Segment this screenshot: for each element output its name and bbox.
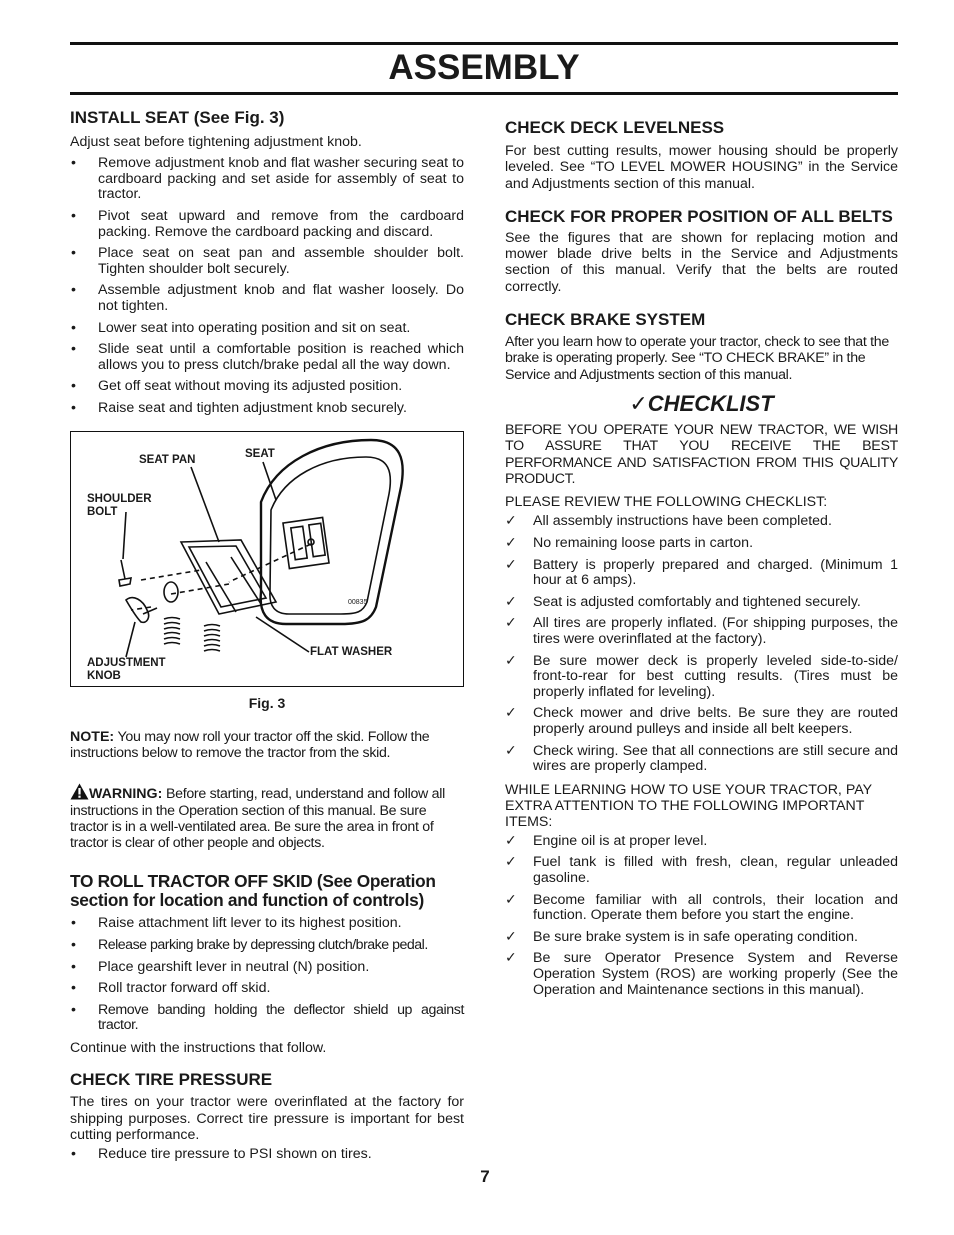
checklist-item: ✓ All assembly instructions have been completed. [505,513,832,530]
figure-3-box [70,431,464,687]
checklist-items [505,514,898,774]
seat-assembly-illustration [71,432,463,686]
belts-heading: CHECK FOR PROPER POSITION OF ALL BELTS [505,206,893,226]
title-underline [70,92,898,95]
checklist-item: ✓ Seat is adjusted comfortably and tightened securely. [505,593,861,610]
tire-pressure-text: The tires on your tractor were overinflated at the factory for shipping purposes. Correct tire pressure is important for best cutting performance. [70,1094,464,1143]
list-item: • Assemble adjustment knob and flat washer loosely. Do not tighten. [70,283,464,314]
checklist-item: ✓ No remaining loose parts in carton. [505,535,754,552]
page-number: 7 [480,1167,490,1186]
checklist-title-text: CHECKLIST [647,390,774,416]
checkmark-icon: ✓ [505,535,517,552]
list-item: • Release parking brake by depressing clutch/brake pedal. [70,938,464,954]
checkmark-icon: ✓ [505,593,517,610]
roll-off-steps [70,916,464,1034]
install-seat-intro: Adjust seat before tightening adjustment knob. [70,134,362,150]
checklist-item: ✓ Battery is properly prepared and charged. (Minimum 1 hour at 6 amps). [505,556,898,589]
list-item: • Slide seat until a comfortable position is reached which allows you to press clutch/brake pedal all the way down. [70,342,464,373]
checklist-item: ✓ Engine oil is at proper level. [505,832,708,849]
checkmark-icon: ✓ [505,891,517,908]
learning-items [505,834,898,998]
list-item: • Raise attachment lift lever to its highest position. [70,916,464,932]
install-seat-steps [70,156,464,416]
tire-pressure-heading: CHECK TIRE PRESSURE [70,1070,273,1090]
checkmark-icon: ✓ [629,391,648,417]
deck-text: For best cutting results, mower housing should be properly leveled. See “TO LEVEL MOWER HOUSING” in the Service and Adjustments section of this manual. [505,143,898,192]
left-column [70,108,464,1163]
list-item: • Remove banding holding the deflector shield up against tractor. [70,1003,464,1034]
figure-caption: Fig. 3 [248,694,286,711]
right-column [505,118,898,998]
checklist-item: ✓ Become familiar with all controls, their location and function. Operate them before you start the engine. [505,891,898,924]
note-label: NOTE: [70,728,115,745]
shoulder-bolt-label-line2: BOLT [87,505,118,518]
list-item: • Place gearshift lever in neutral (N) position. [70,960,464,976]
checklist-item: ✓ Check wiring. See that all connections are still secure and wires are properly clamped. [505,742,898,775]
warning-text: Before starting, read, understand and follow all instructions in the Operation section of this manual. Be sure tractor is in a well-ventilated area. Be sure the area in front of tractor is clear of other people and objects. [70,786,445,852]
checkmark-icon: ✓ [505,652,517,669]
list-item: • Reduce tire pressure to PSI shown on tires. [70,1147,464,1163]
brake-text: After you learn how to operate your tractor, check to see that the brake is operating properly. See “TO CHECK BRAKE” in the Service and Adjustments section of this manual. [505,334,889,383]
checklist-intro: BEFORE YOU OPERATE YOUR NEW TRACTOR, WE WISH TO ASSURE THAT YOU RECEIVE THE BEST PERFORMANCE AND SATISFACTION FROM THIS QUALITY PRODUCT. [505,421,898,487]
checkmark-icon: ✓ [505,854,517,871]
list-item: • Remove adjustment knob and flat washer securing seat to cardboard packing and set aside for assembly of seat to tractor. [70,156,464,203]
list-item: • Roll tractor forward off skid. [70,981,464,997]
install-seat-heading: INSTALL SEAT (See Fig. 3) [70,108,285,127]
seat-label: SEAT [245,447,275,460]
checklist-item: ✓ All tires are properly inflated. (For shipping purposes, the tires were overinflated at the factory). [505,615,898,648]
continue-text: Continue with the instructions that follow. [70,1039,327,1056]
checkmark-icon: ✓ [505,615,517,632]
roll-off-heading: TO ROLL TRACTOR OFF SKID (See Operation section for location and function of controls) [70,871,436,911]
checklist-review: PLEASE REVIEW THE FOLLOWING CHECKLIST: [505,494,828,511]
adjustment-knob-label-line2: KNOB [87,669,121,682]
adjustment-knob-label-line1: ADJUSTMENT [87,656,166,669]
list-item: • Lower seat into operating position and sit on seat. [70,321,464,337]
warning-paragraph [70,783,464,851]
flat-washer-label: FLAT WASHER [310,645,393,658]
page-title: ASSEMBLY [388,48,580,87]
note-text: You may now roll your tractor off the skid. Follow the instructions below to remove the tractor from the skid. [70,728,430,761]
brake-heading: CHECK BRAKE SYSTEM [505,310,706,330]
checklist-item: ✓ Be sure brake system is in safe operating condition. [505,928,858,945]
checklist-title [505,391,898,418]
seat-pan-label: SEAT PAN [139,453,196,466]
checkmark-icon: ✓ [505,556,517,573]
checkmark-icon: ✓ [505,832,517,849]
list-item: • Pivot seat upward and remove from the cardboard packing. Remove the cardboard packing and discard. [70,209,464,240]
warning-label: WARNING: [89,786,163,803]
tire-pressure-steps [70,1147,464,1163]
list-item: • Raise seat and tighten adjustment knob securely. [70,401,464,417]
list-item: • Place seat on seat pan and assemble shoulder bolt. Tighten shoulder bolt securely. [70,246,464,277]
shoulder-bolt-label-line1: SHOULDER [87,492,152,505]
belts-text: See the figures that are shown for replacing motion and mower blade drive belts in the Service and Adjustments section of this manual. Verify that the belts are routed correctly. [505,229,898,295]
checkmark-icon: ✓ [505,513,517,530]
warning-triangle-icon [70,783,89,800]
learning-intro: WHILE LEARNING HOW TO USE YOUR TRACTOR, PAY EXTRA ATTENTION TO THE FOLLOWING IMPORTANT ITEMS: [505,781,872,830]
checkmark-icon: ✓ [505,950,517,967]
checkmark-icon: ✓ [505,742,517,759]
note-paragraph [70,729,464,762]
checklist-item: ✓ Check mower and drive belts. Be sure they are routed properly around pulleys and inside all belt keepers. [505,705,898,737]
checklist-item: ✓ Be sure Operator Presence System and Reverse Operation System (ROS) are working properly (See the Operation and Maintenance sections in this manual). [505,950,898,998]
deck-heading: CHECK DECK LEVELNESS [505,118,725,137]
list-item: • Get off seat without moving its adjusted position. [70,379,464,395]
figure-code: 00835 [348,598,368,606]
checkmark-icon: ✓ [505,928,517,945]
checkmark-icon: ✓ [505,705,517,722]
checklist-item: ✓ Fuel tank is filled with fresh, clean, regular unleaded gasoline. [505,854,898,886]
checklist-item: ✓ Be sure mower deck is properly leveled side-to-side/ front-to-rear for best cutting results. (Tires must be properly inflated for leveling). [505,652,898,700]
